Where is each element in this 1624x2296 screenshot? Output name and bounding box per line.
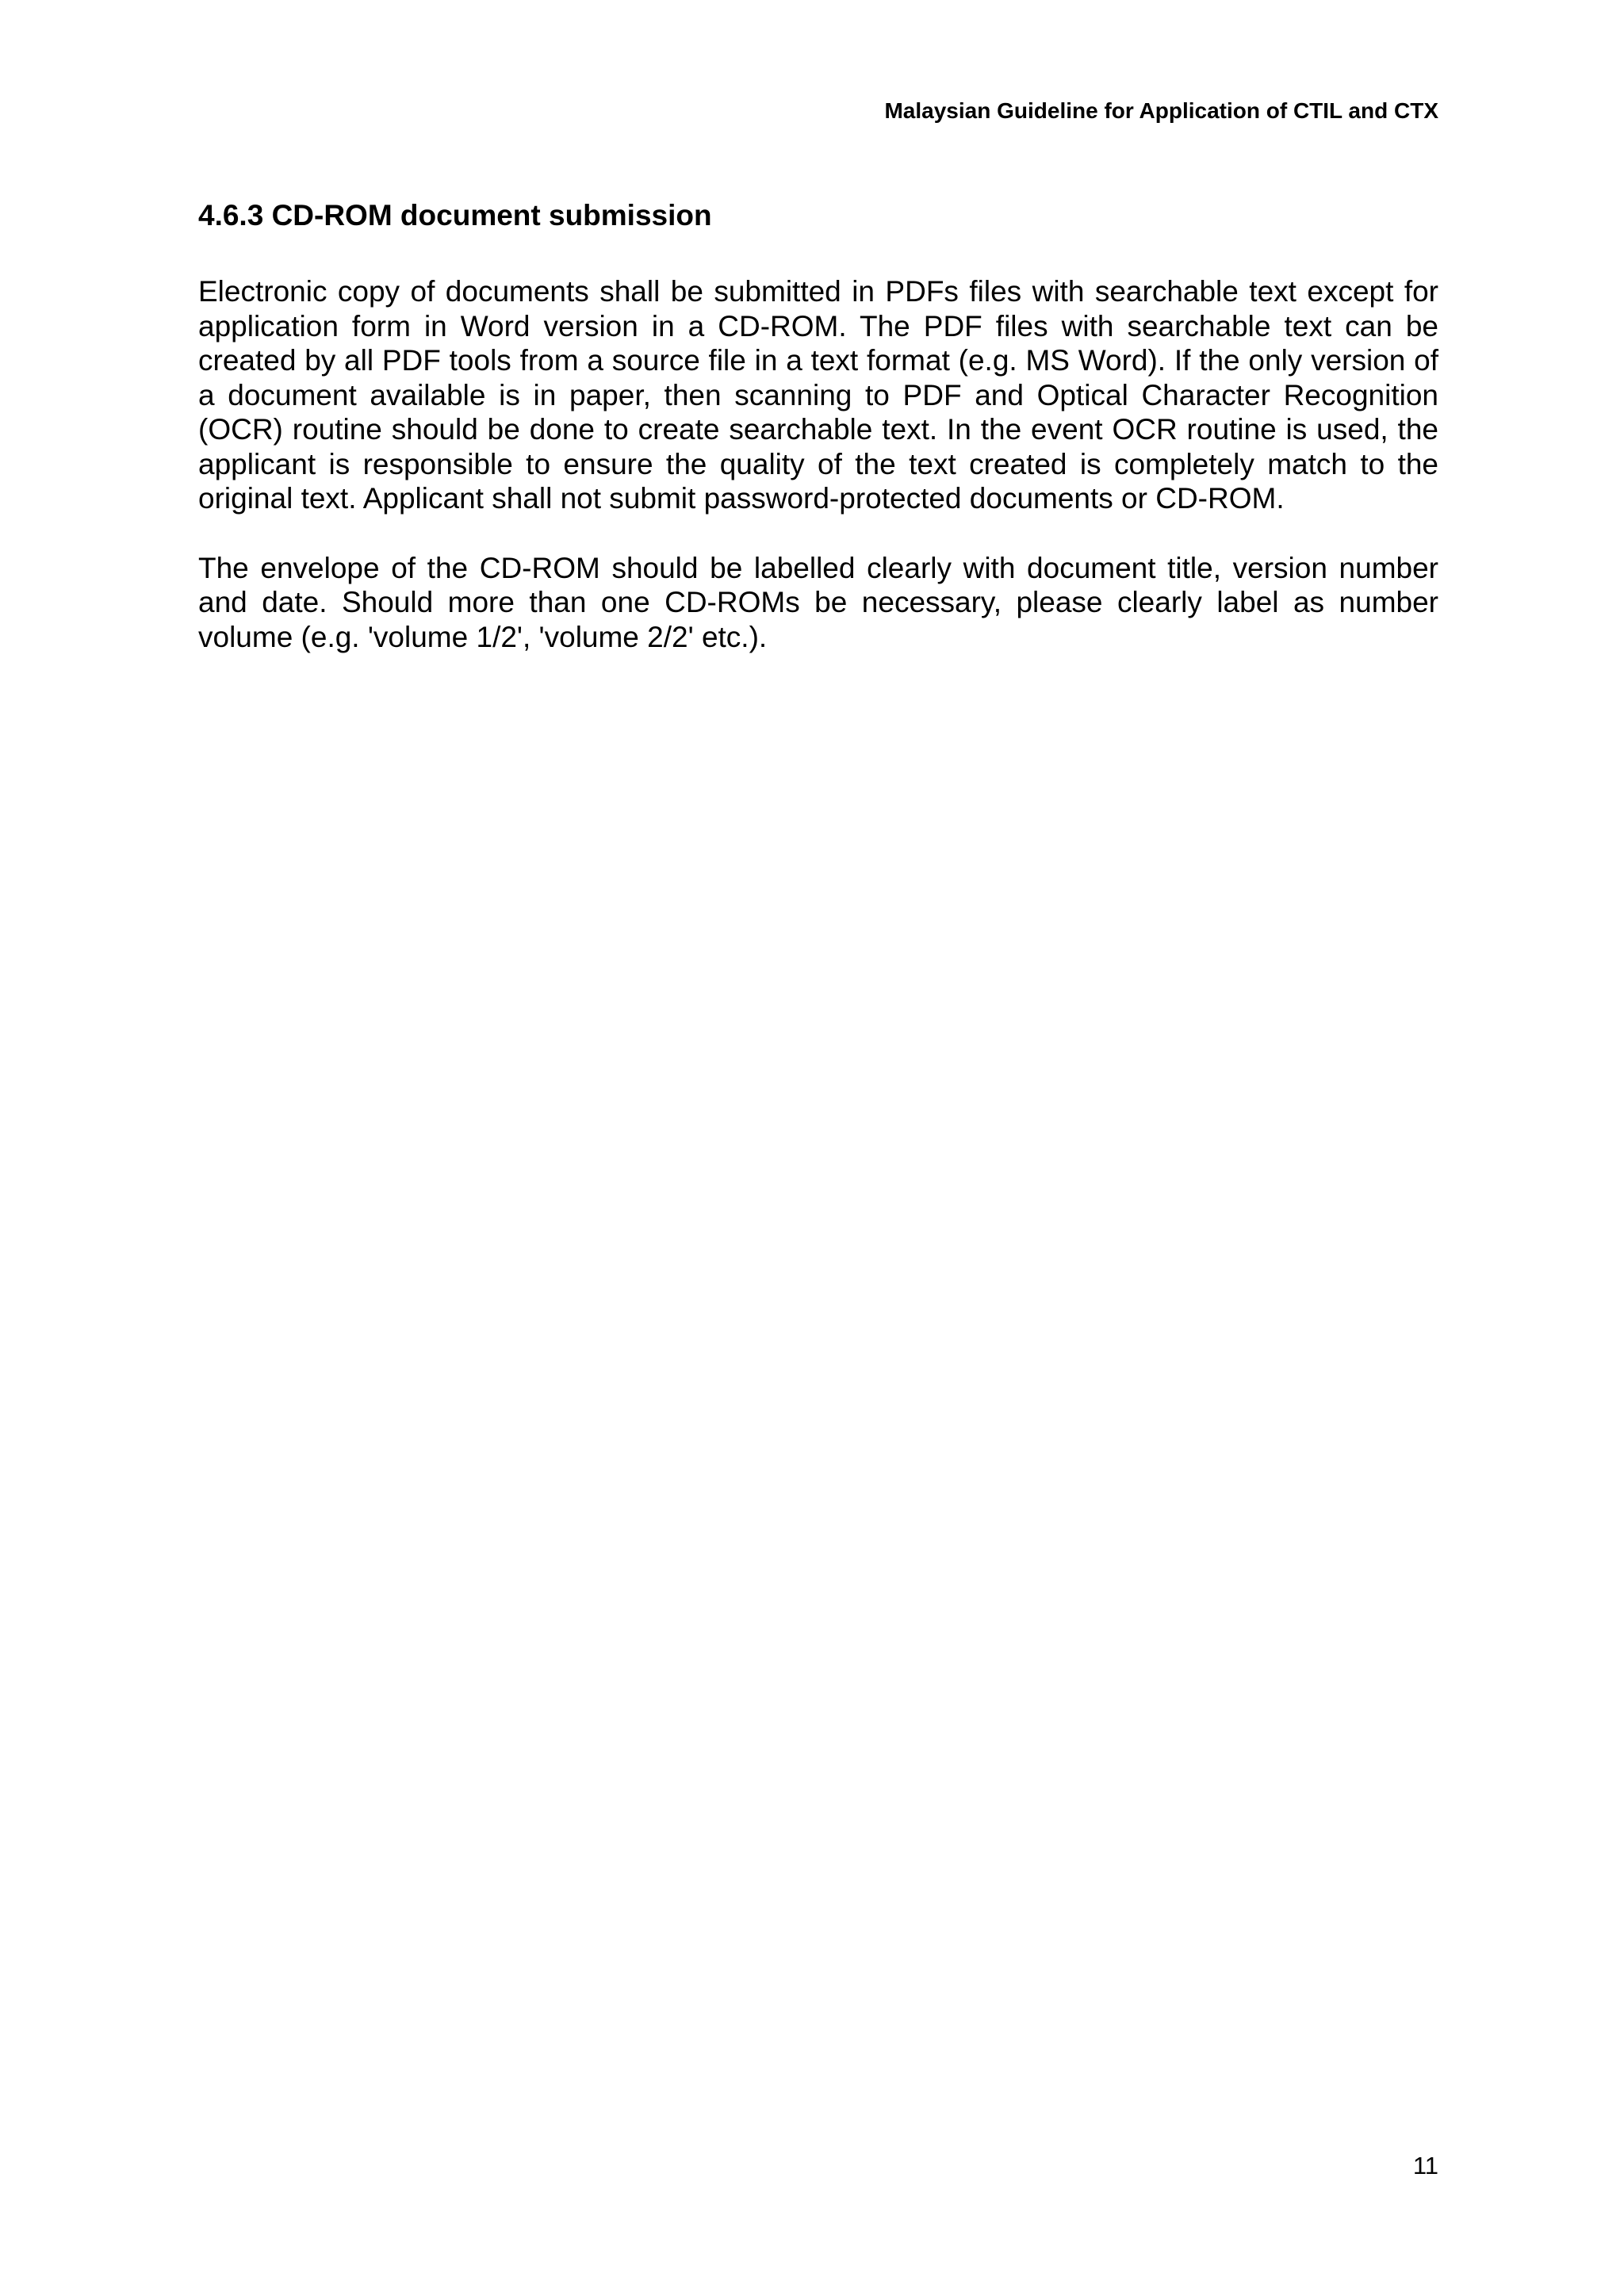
paragraph-envelope-labelling: The envelope of the CD-ROM should be labelled clearly with document title, version number and date. Should more than one CD-ROMs be necessary, please clearly label as number volume (e.g. 'volume 1/2', 'volume 2/2' etc.). (198, 551, 1438, 653)
paragraph-electronic-copy: Electronic copy of documents shall be submitted in PDFs files with searchable text except for application form in Word version in a CD-ROM. The PDF files with searchable text can be created by all PDF tools from a source file in a text format (e.g. MS Word). If the only version of a document available is in paper, then scanning to PDF and Optical Character Recognition (OCR) routine should be done to create searchable text. In the event OCR routine is used, the applicant is responsible to ensure the quality of the text created is completely match to the original text. Applicant shall not submit password-protected documents or CD-ROM. (198, 275, 1438, 515)
section-heading: 4.6.3 CD-ROM document submission (198, 199, 712, 232)
page-content (198, 195, 1438, 689)
running-header: Malaysian Guideline for Application of CTIL and CTX (884, 98, 1438, 123)
page-number: 11 (1412, 2152, 1438, 2179)
